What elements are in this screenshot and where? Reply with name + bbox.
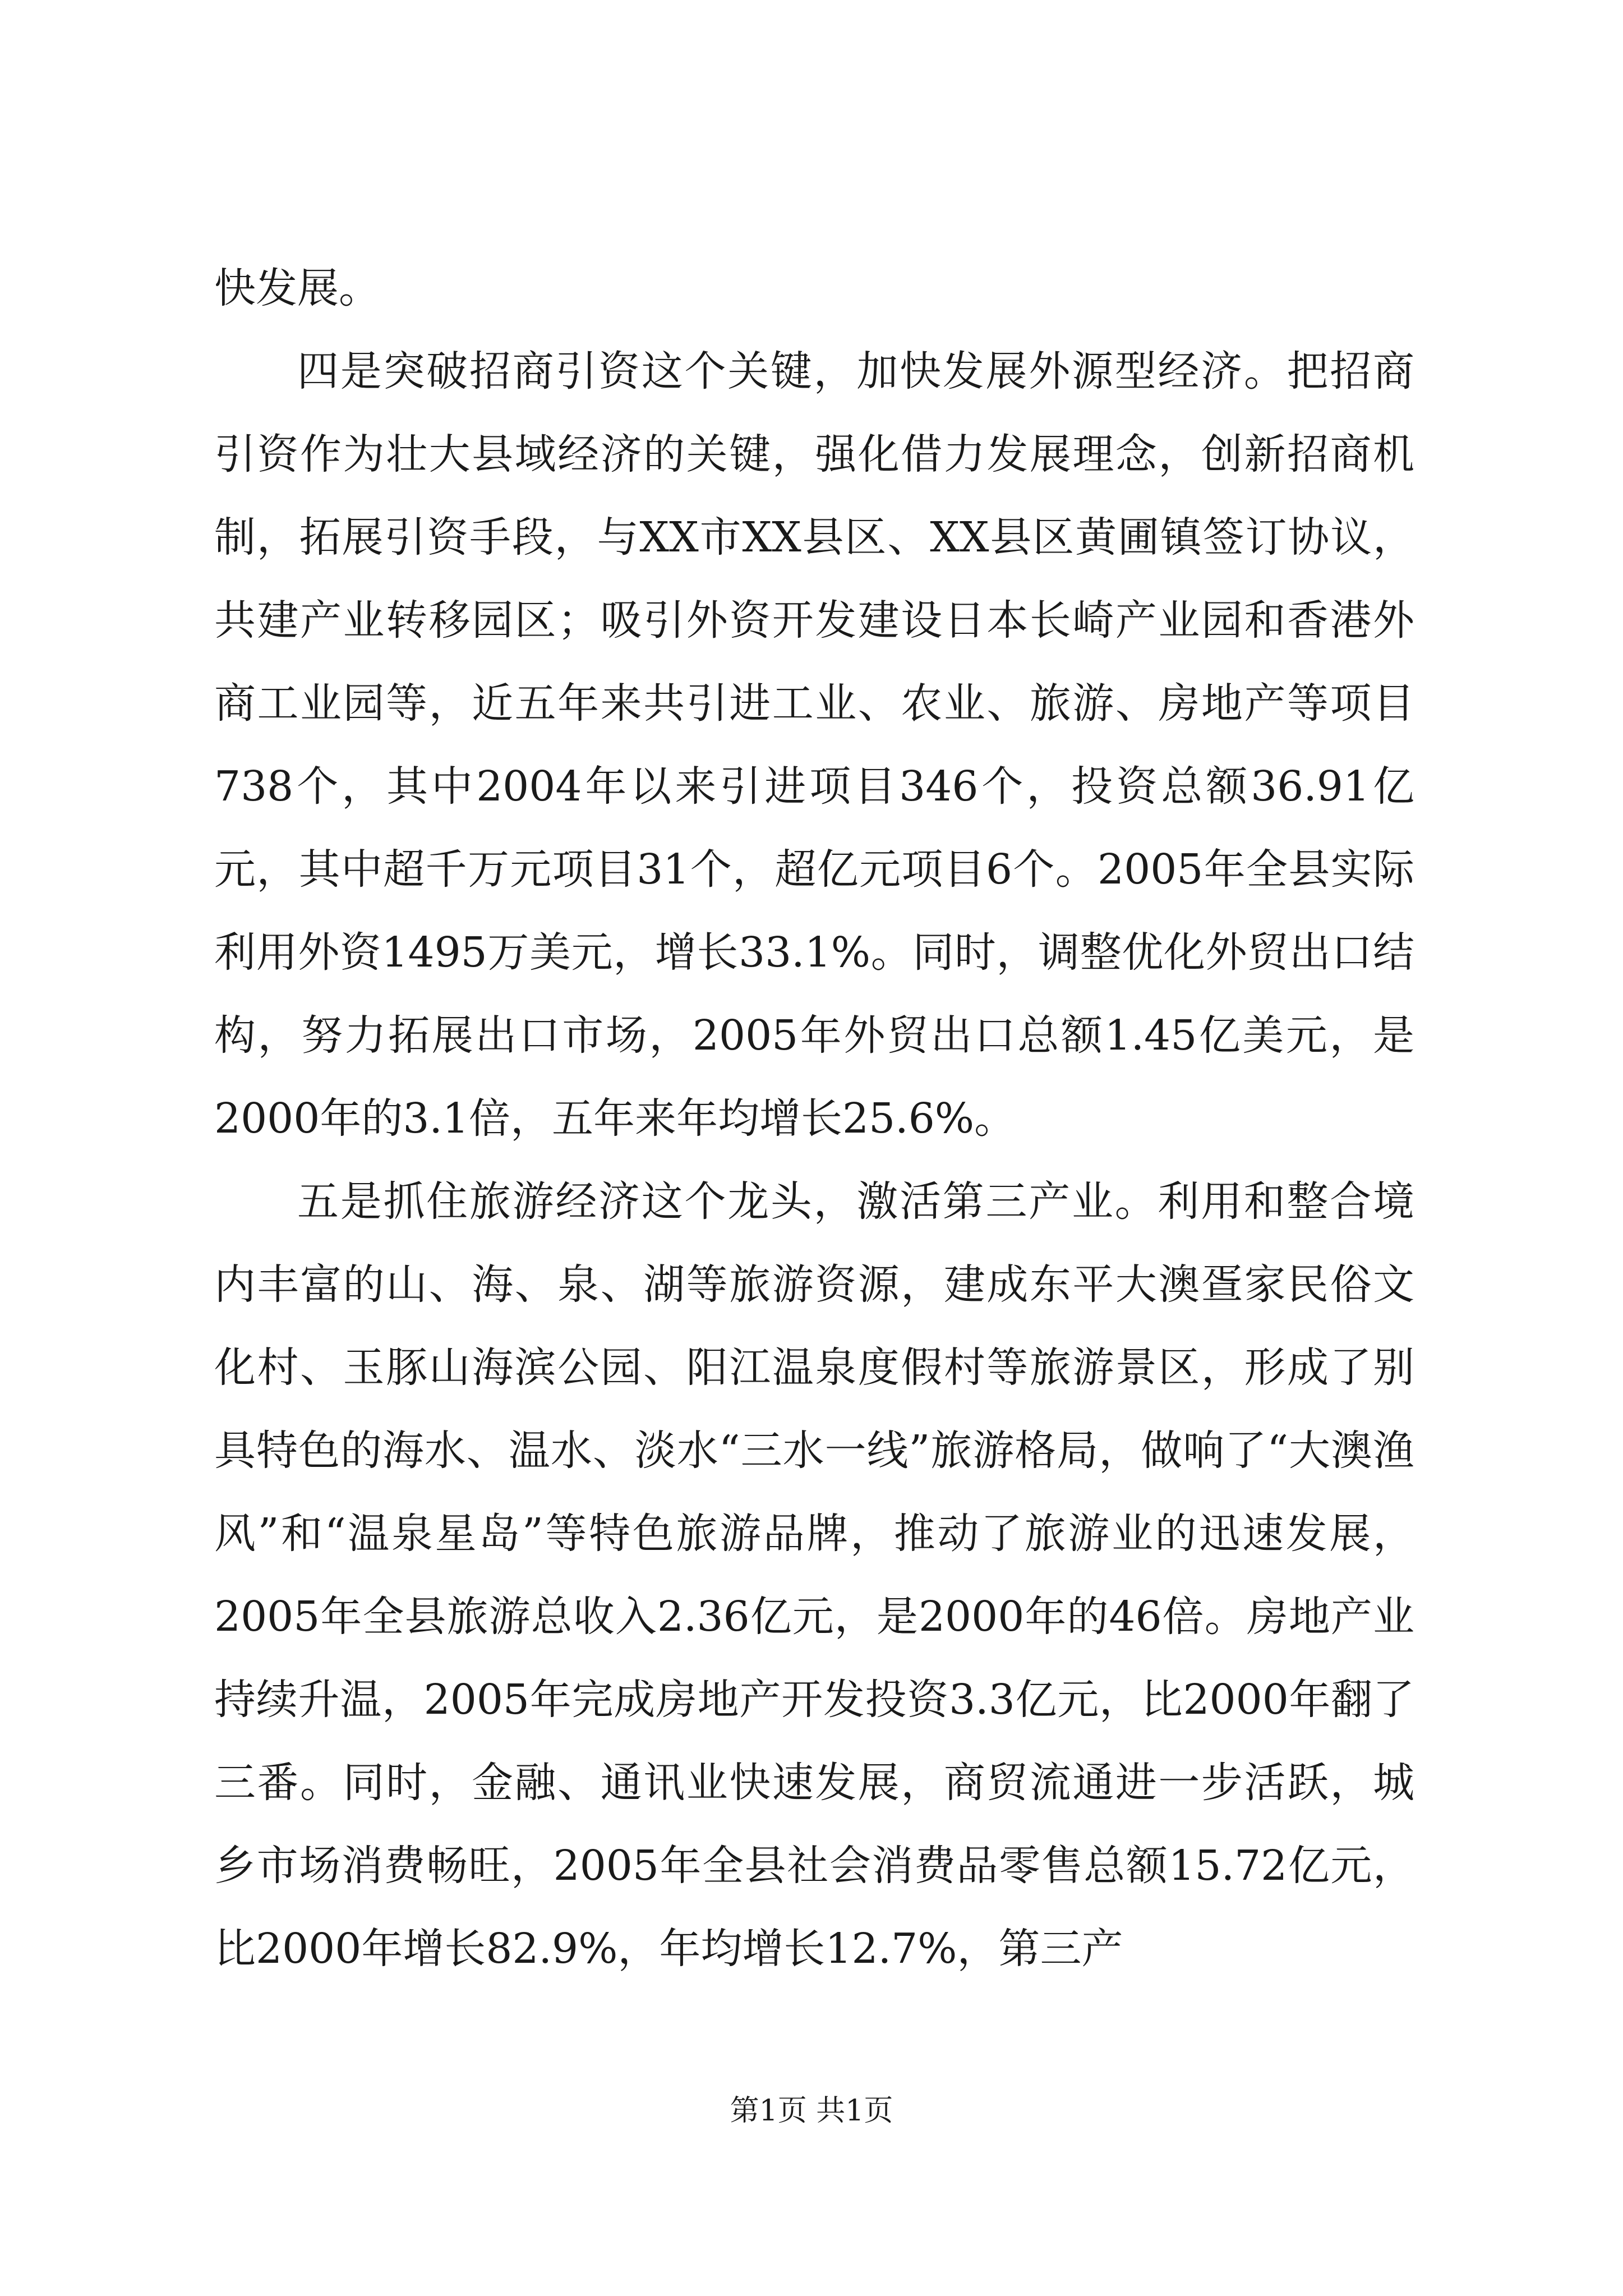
paragraph-investment: 四是突破招商引资这个关键，加快发展外源型经济。把招商引资作为壮大县域经济的关键，强化借力发展理念，创新招商机制，拓展引资手段，与XX市XX县区、XX县区黄圃镇签订协议，共建产业转移园区；吸引外资开发建设日本长崎产业园和香港外商工业园等，近五年来共引进工业、农业、旅游、房地产等项目738个，其中2004年以来引进项目346个，投资总额36.91亿元，其中超千万元项目31个，超亿元项目6个。2005年全县实际利用外资1495万美元，增长33.1%。同时，调整优化外贸出口结构，努力拓展出口市场，2005年外贸出口总额1.45亿美元，是2000年的3.1倍，五年来年均增长25.6%。 <box>214 347 1414 1143</box>
document-body <box>214 247 1414 1990</box>
page-footer: 第1页 共1页 <box>730 2094 893 2128</box>
paragraph-continuation: 快发展。 <box>214 264 380 312</box>
paragraph-tourism: 五是抓住旅游经济这个龙头，激活第三产业。利用和整合境内丰富的山、海、泉、湖等旅游资源，建成东平大澳疍家民俗文化村、玉豚山海滨公园、阳江温泉度假村等旅游景区，形成了别具特色的海水、温水、淡水“三水一线”旅游格局，做响了“大澳渔风”和“温泉星岛”等特色旅游品牌，推动了旅游业的迅速发展，2005年全县旅游总收入2.36亿元，是2000年的46倍。房地产业持续升温，2005年完成房地产开发投资3.3亿元，比2000年翻了三番。同时，金融、通讯业快速发展，商贸流通进一步活跃，城乡市场消费畅旺，2005年全县社会消费品零售总额15.72亿元，比2000年增长82.9%，年均增长12.7%，第三产 <box>214 1177 1414 1973</box>
